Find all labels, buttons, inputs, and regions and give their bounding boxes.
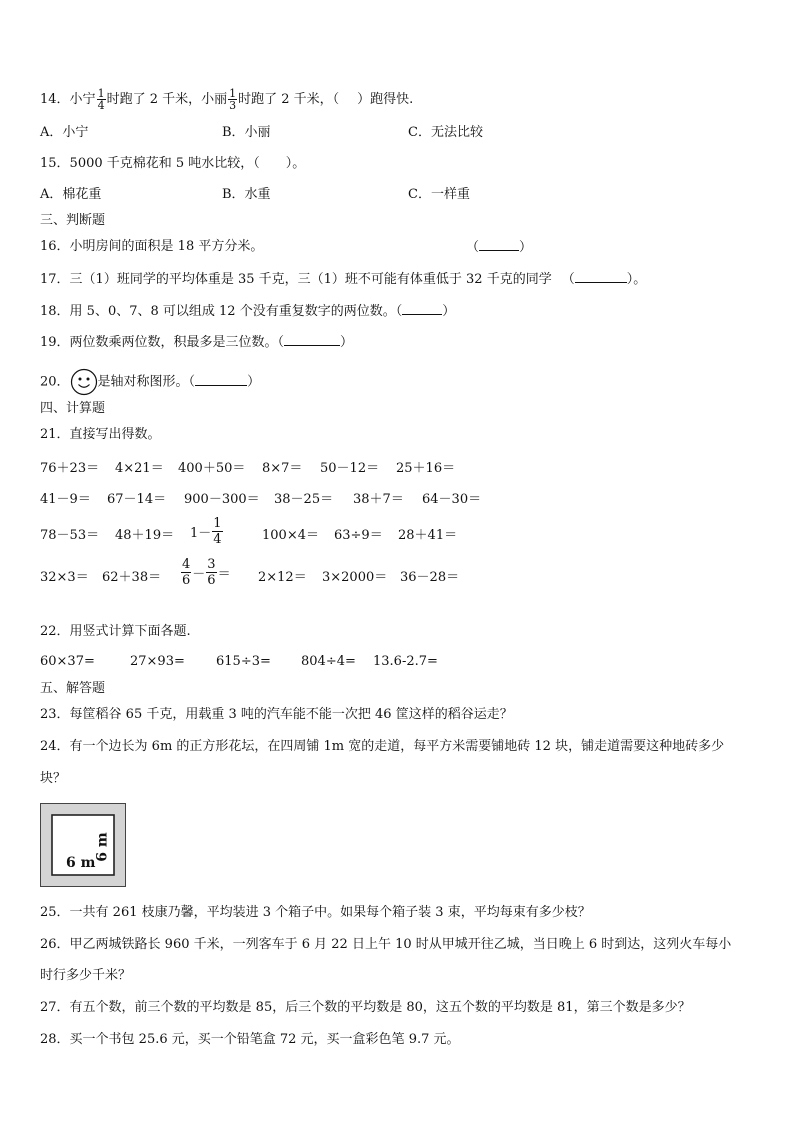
calc-item: 62＋38＝ [102, 570, 162, 585]
question-25: 25．一共有 261 枝康乃馨，平均装进 3 个箱子中。如果每个箱子装 3 束，平均每束有多少枝？ [40, 905, 591, 920]
calc-item: 64－30＝ [422, 492, 482, 507]
calc-item: 28＋41＝ [398, 528, 458, 543]
question-20: 20． 是轴对称图形。（ ） [40, 368, 260, 396]
question-24-line-1: 24．有一个边长为 6m 的正方形花坛，在四周铺 1m 宽的走道，每平方米需要铺地砖 12 块，铺走道需要这种地砖多少 [40, 739, 725, 754]
calc-item: 900－300＝ [184, 492, 260, 507]
section-4-heading: 四、计算题 [40, 401, 106, 416]
question-17: 17．三（1）班同学的平均体重是 35 千克，三（1）班不可能有体重低于 32 千克的同学 （ ）。 [40, 272, 647, 287]
figure-label-bottom: 6 m [66, 855, 96, 871]
question-23: 23．每筐稻谷 65 千克，用载重 3 吨的汽车能不能一次把 46 筐这样的稻谷运走？ [40, 707, 513, 722]
q16-answer-blank: （ ） [466, 240, 533, 255]
q14-option-c: C．无法比较 [408, 125, 483, 140]
calc-item: 27×93= [130, 654, 185, 669]
calc-row-3 [40, 516, 760, 556]
calc-item: 50－12＝ [320, 461, 380, 476]
calc-item: 8×7＝ [262, 461, 303, 476]
q15-option-c: C．一样重 [408, 187, 470, 202]
calc-item: 67－14＝ [107, 492, 167, 507]
calc-row-4 [40, 557, 760, 597]
question-14: 14．小宁 $\frac{1}{4}$ 时跑了 2 千米，小丽 $\frac{1}{3}$ 时跑了 2 千米，（ ）跑得快. [40, 87, 414, 112]
calc-item: 4×21＝ [115, 461, 164, 476]
calc-item: 76＋23＝ [40, 461, 100, 476]
calc-row-2 [40, 488, 760, 506]
calc-item-fraction: 1－ $\frac{1}{4}$ [190, 516, 222, 547]
question-18: 18．用 5、0、7、8 可以组成 12 个没有重复数字的两位数。（ ） [40, 304, 456, 319]
calc-item: 25＋16＝ [396, 461, 456, 476]
calc-item: 615÷3= [216, 654, 271, 669]
vertical-calc-row [40, 654, 760, 672]
calc-item: 2×12＝ [258, 570, 307, 585]
question-21: 21．直接写出得数。 [40, 427, 161, 442]
calc-item: 48＋19＝ [115, 528, 175, 543]
section-5-heading: 五、解答题 [40, 681, 106, 696]
calc-item-fraction: $\frac{4}{6}$ － $\frac{3}{6}$ ＝ [182, 557, 231, 588]
calc-item: 400＋50＝ [178, 461, 246, 476]
smiley-face-icon [70, 368, 98, 396]
question-28: 28．买一个书包 25.6 元，买一个铅笔盒 72 元，买一盒彩色笔 9.7 元。 [40, 1032, 460, 1047]
calc-item: 804÷4= [301, 654, 356, 669]
figure-label-side: 6 m [94, 832, 111, 862]
q14-option-a: A．小宁 [40, 125, 89, 140]
question-16: 16．小明房间的面积是 18 平方分米。 [40, 239, 264, 254]
question-15: 15．5000 千克棉花和 5 吨水比较，（ ）。 [40, 156, 306, 171]
q15-option-b: B．水重 [222, 187, 271, 202]
question-26-line-1: 26．甲乙两城铁路长 960 千米，一列客车于 6 月 22 日上午 10 时从甲城开往乙城，当日晚上 6 时到达，这列火车每小 [40, 937, 732, 952]
calc-item: 78－53＝ [40, 528, 100, 543]
question-26-line-2: 时行多少千米？ [40, 968, 132, 983]
square-garden-figure [40, 803, 126, 891]
fraction-one-third: $\frac{1}{3}$ [229, 87, 237, 112]
calc-item: 38－25＝ [274, 492, 334, 507]
square-path-diagram [40, 803, 126, 887]
question-19: 19．两位数乘两位数，积最多是三位数。（ ） [40, 335, 354, 350]
calc-item: 36－28＝ [400, 570, 460, 585]
q14-option-b: B．小丽 [222, 125, 271, 140]
question-27: 27．有五个数，前三个数的平均数是 85，后三个数的平均数是 80，这五个数的平均数是 81，第三个数是多少？ [40, 1000, 691, 1015]
calc-item: 41－9＝ [40, 492, 91, 507]
calc-row-1 [40, 457, 760, 475]
calc-item: 13.6-2.7= [373, 654, 438, 669]
calc-item: 100×4＝ [262, 528, 319, 543]
calc-item: 38＋7＝ [353, 492, 404, 507]
calc-item: 3×2000＝ [322, 570, 388, 585]
calc-item: 60×37= [40, 654, 95, 669]
calc-item: 63÷9＝ [334, 528, 383, 543]
question-22: 22．用竖式计算下面各题. [40, 624, 191, 639]
calc-item: 32×3＝ [40, 570, 89, 585]
question-24-line-2: 块？ [40, 771, 67, 786]
section-3-heading: 三、判断题 [40, 213, 106, 228]
fraction-one-quarter: $\frac{1}{4}$ [97, 87, 105, 112]
q15-option-a: A．棉花重 [40, 187, 102, 202]
